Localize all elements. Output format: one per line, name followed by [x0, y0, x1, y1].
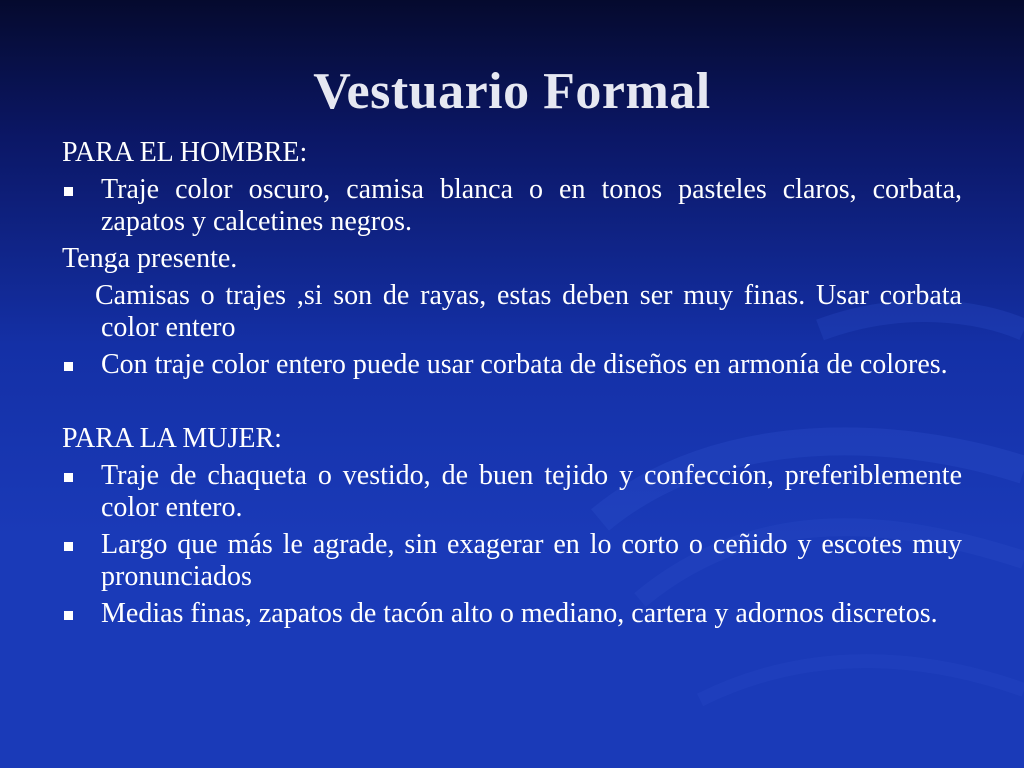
men-bullet-1-text: Traje color oscuro, camisa blanca o en tonos pasteles claros, corbata, zapatos y calcetines negros. [101, 174, 962, 237]
men-heading [62, 137, 962, 169]
men-heading-colon: : [299, 137, 308, 168]
women-heading-colon: : [274, 423, 282, 454]
square-bullet-icon [64, 542, 73, 551]
women-bullet-1-text: Traje de chaqueta o vestido, de buen tejido y confección, preferiblemente color entero. [101, 460, 962, 523]
square-bullet-icon [64, 611, 73, 620]
women-heading [62, 423, 962, 455]
women-heading-text: PARA LA MUJER [62, 423, 275, 454]
women-bullet-3-text: Medias finas, zapatos de tacón alto o mediano, cartera y adornos discretos. [101, 598, 938, 629]
women-bullet-2-text: Largo que más le agrade, sin exagerar en lo corto o ceñido y escotes muy pronunciados [101, 529, 962, 592]
women-bullet-2 [62, 529, 962, 593]
square-bullet-icon [64, 473, 73, 482]
women-bullet-1 [62, 460, 962, 524]
square-bullet-icon [64, 362, 73, 371]
women-bullet-3 [62, 598, 962, 630]
men-bullet-1 [62, 174, 962, 238]
slide-title: Vestuario Formal [313, 63, 711, 120]
men-bullet-2-text: Con traje color entero puede usar corbata de diseños en armonía de colores. [101, 349, 948, 380]
men-bullet-2 [62, 349, 962, 381]
men-note-label: Tenga presente. [62, 243, 238, 274]
men-note-paragraph: Camisas o trajes ,si son de rayas, estas deben ser muy finas. Usar corbata color entero [95, 280, 962, 343]
men-heading-text: PARA EL HOMBRE [62, 137, 300, 168]
slide-content [62, 137, 962, 630]
square-bullet-icon [64, 187, 73, 196]
